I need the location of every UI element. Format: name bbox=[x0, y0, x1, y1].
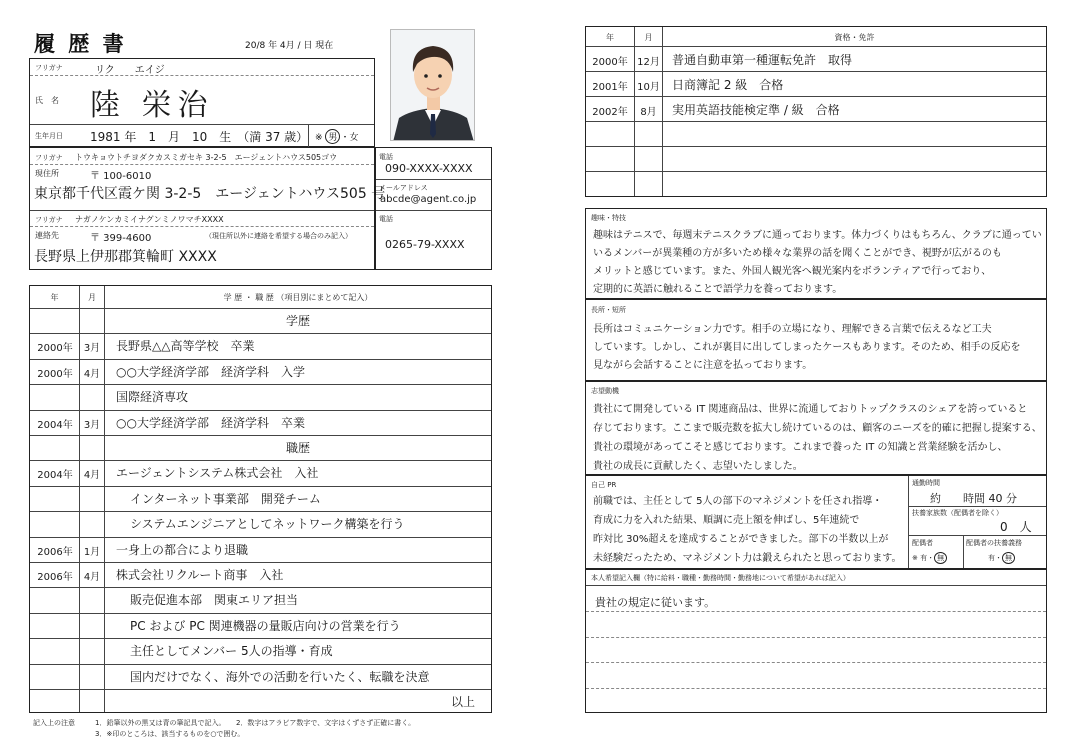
pr-line: 育成に力を入れた結果、順調に売上額を伸ばし、5年連続で bbox=[593, 515, 860, 526]
license-row-year: 2001年 bbox=[592, 82, 628, 93]
motivation-line: 貴社の環境があってこそと感じております。これまで養った IT の知識と営業経験を活かし、 bbox=[593, 442, 1008, 453]
history-row-text: 学歴 bbox=[285, 314, 310, 328]
postal-code: 〒 100-6010 bbox=[90, 171, 152, 182]
spouse-options: ※ 有・ bbox=[912, 554, 935, 562]
history-row-year: 2006年 bbox=[37, 572, 73, 583]
strengths-line: 見ながら会話することに注意を払っております。 bbox=[593, 360, 813, 371]
applicant-name: 陸 栄治 bbox=[90, 88, 214, 123]
spouse-label: 配偶者 bbox=[912, 539, 933, 547]
sex-female: ・女 bbox=[340, 133, 359, 143]
history-row-line bbox=[30, 562, 491, 563]
history-row-year: 2000年 bbox=[37, 343, 73, 355]
birth-value: 1981 年 1 月 10 生 （満 37 歳） bbox=[90, 130, 309, 144]
history-row-text: システムエンジニアとしてネットワーク構築を行う bbox=[130, 517, 405, 532]
wishes-label: 本人希望記入欄（特に給料・職種・勤務時間・勤務地について希望があれば記入） bbox=[591, 574, 850, 582]
history-row-text: 販売促進本部 関東エリア担当 bbox=[130, 593, 299, 608]
license-row-month: 12月 bbox=[637, 57, 660, 68]
history-row-line bbox=[30, 511, 491, 512]
motivation-label: 志望動機 bbox=[591, 387, 619, 395]
name-label: 氏 名 bbox=[35, 96, 59, 105]
history-row-month: 4月 bbox=[83, 470, 101, 482]
notes-label: 記入上の注意 bbox=[33, 719, 75, 727]
hobby-label: 趣味・特技 bbox=[591, 214, 626, 222]
history-row-line bbox=[30, 384, 491, 385]
license-row-line bbox=[586, 46, 1046, 47]
motivation-line: 貴社にて開発している IT 関連商品は、世界に流通しておりトップクラスのシェアを誇っていると bbox=[593, 404, 1028, 415]
history-row-line bbox=[30, 333, 491, 334]
history-row-month: 4月 bbox=[83, 572, 101, 583]
history-row-text: ○○大学経済学部 経済学科 卒業 bbox=[116, 415, 305, 430]
contact-label: 連絡先 bbox=[35, 231, 59, 240]
history-row-line bbox=[30, 435, 491, 436]
spouse-duty-options: 有・ bbox=[988, 554, 1002, 562]
sex-male: 男 bbox=[325, 129, 340, 144]
license-row-month: 10月 bbox=[637, 82, 660, 93]
history-row-text: PC および PC 関連機器の量販店向けの営業を行う bbox=[130, 618, 401, 633]
history-row-text: 国際経済専攻 bbox=[116, 390, 189, 405]
date-line: 20/8 年 4月 / 日 現在 bbox=[245, 41, 334, 51]
addr-furigana: トウキョウトチヨダクカスミガセキ 3-2-5 エージェントハウス505ゴウ bbox=[75, 153, 338, 162]
strengths-line: しています。しかし、これが裏目に出してしまったケースもあります。そのため、相手の反応を bbox=[593, 342, 1021, 353]
license-row-text: 実用英語技能検定準 / 級 合格 bbox=[672, 103, 840, 117]
commute-label: 通勤時間 bbox=[912, 479, 940, 487]
history-row-line bbox=[30, 638, 491, 639]
license-row-line bbox=[586, 71, 1046, 72]
spouse-selected: 無 bbox=[934, 552, 947, 564]
notes-line-1: 1．鉛筆以外の黒又は青の筆記具で記入。 2．数字はアラビア数字で、文字はくずさず正確に書く。 bbox=[95, 719, 416, 727]
history-row-year: 2004年 bbox=[37, 470, 73, 482]
furigana-name: リク エイジ bbox=[95, 65, 165, 76]
history-row-line bbox=[30, 460, 491, 461]
license-row-year: 2002年 bbox=[592, 107, 628, 118]
spouse-duty-selected: 無 bbox=[1002, 552, 1015, 564]
license-row-line bbox=[586, 171, 1046, 172]
strengths-line: 長所はコミュニケーション力です。相手の立場になり、理解できる言葉で伝えるなど工夫 bbox=[593, 324, 992, 335]
commute-value: 約 時間 40 分 bbox=[930, 492, 1017, 505]
history-row-year: 2004年 bbox=[37, 419, 73, 431]
strengths-label: 長所・短所 bbox=[591, 306, 626, 314]
license-col-month: 月 bbox=[644, 33, 653, 42]
hobby-line: 趣味はテニスで、毎週末テニスクラブに通っております。体力づくりはもちろん、クラブに通ってい bbox=[593, 230, 1042, 241]
contact-phone-label: 電話 bbox=[379, 215, 393, 223]
history-row-line bbox=[30, 359, 491, 360]
addr-furigana-label: フリガナ bbox=[35, 154, 63, 162]
license-row-text: 日商簿記 2 級 合格 bbox=[672, 78, 784, 92]
history-row-text: インターネット事業部 開発チーム bbox=[130, 491, 321, 506]
home-address: 東京都千代区霞ケ関 3-2-5 エージェントハウス505 号 bbox=[34, 186, 386, 202]
history-row-line bbox=[30, 664, 491, 665]
history-row-text: 長野県△△高等学校 卒業 bbox=[116, 339, 255, 354]
wishes-box bbox=[585, 569, 1047, 713]
history-row-month: 1月 bbox=[83, 546, 101, 558]
contact-address: 長野県上伊那郡箕輪町 XXXX bbox=[34, 249, 217, 265]
history-row-text: 職歴 bbox=[285, 441, 310, 455]
history-row-text: ○○大学経済学部 経済学科 入学 bbox=[116, 364, 305, 379]
applicant-photo bbox=[390, 29, 475, 141]
history-row-year: 2000年 bbox=[37, 368, 73, 380]
phone-label: 電話 bbox=[379, 153, 393, 161]
license-row-text: 普通自動車第一種運転免許 取得 bbox=[672, 53, 853, 67]
spouse-duty-value bbox=[988, 552, 1015, 564]
spouse-duty-label: 配偶者の扶養義務 bbox=[966, 539, 1022, 547]
history-row-year: 2006年 bbox=[37, 546, 73, 558]
history-row-text: エージェントシステム株式会社 入社 bbox=[116, 466, 319, 481]
history-row-line bbox=[30, 308, 491, 309]
motivation-line: 貴社の成長に貢献したく、志望いたしました。 bbox=[593, 461, 803, 472]
phone-value: 090-XXXX-XXXX bbox=[385, 162, 473, 175]
dependents-label: 扶養家族数（配偶者を除く） bbox=[912, 509, 1003, 517]
contact-postal: 〒 399-4600 bbox=[90, 233, 152, 244]
history-row-month: 3月 bbox=[83, 343, 101, 355]
history-col-month: 月 bbox=[88, 293, 96, 302]
birth-label: 生年月日 bbox=[35, 132, 63, 140]
pr-line: 未経験だったため、マネジメント力は鍛えられたと思っております。 bbox=[593, 553, 902, 564]
contact-phone-value: 0265-79-XXXX bbox=[385, 238, 465, 251]
resume-title: 履 歴 書 bbox=[34, 32, 127, 56]
history-row-text: 国内だけでなく、海外での活動を行いたく、転職を決意 bbox=[130, 669, 430, 684]
pr-label: 自己 PR bbox=[591, 481, 617, 489]
history-col-year: 年 bbox=[50, 293, 59, 302]
history-row-month: 4月 bbox=[83, 368, 101, 380]
history-row-line bbox=[30, 613, 491, 614]
wishes-text: 貴社の規定に従います。 bbox=[595, 596, 716, 609]
addr-label: 現住所 bbox=[35, 169, 59, 178]
history-row-line bbox=[30, 587, 491, 588]
dependents-value: 0 人 bbox=[1000, 520, 1032, 534]
history-row-text: 一身上の都合により退職 bbox=[116, 542, 249, 557]
hobby-line: メリットと感じています。また、外国人観光客へ観光案内をボランティアで行っており、 bbox=[593, 266, 992, 277]
hobby-line: いるメンバーが異業種の方が多いため様々な業界の話を聞くことができ、視野が広がるのも bbox=[593, 248, 1002, 259]
license-col-content: 資格・免許 bbox=[834, 33, 875, 42]
license-row-year: 2000年 bbox=[592, 57, 628, 68]
history-row-month: 3月 bbox=[83, 419, 101, 431]
notes-line-2: 3．※印のところは、該当するものを○で囲む。 bbox=[95, 730, 245, 738]
license-row-line bbox=[586, 121, 1046, 122]
contact-furigana-label: フリガナ bbox=[35, 216, 63, 224]
hobby-line: 定期的に英語に触れることで語学力を養っております。 bbox=[593, 284, 843, 295]
history-row-line bbox=[30, 689, 491, 690]
license-col-year: 年 bbox=[606, 33, 614, 42]
history-row-text: 主任としてメンバー 5人の指導・育成 bbox=[130, 644, 333, 659]
license-row-line bbox=[586, 96, 1046, 97]
spouse-value bbox=[912, 552, 947, 564]
contact-note: （現住所以外に連絡を希望する場合のみ記入） bbox=[205, 232, 352, 240]
history-row-line bbox=[30, 537, 491, 538]
pr-line: 昨対比 30%超えを達成することができました。部下の半数以上が bbox=[593, 534, 889, 545]
history-row-text: 株式会社リクルート商事 入社 bbox=[116, 568, 284, 582]
email-value: abcde@agent.co.jp bbox=[380, 194, 477, 205]
furigana-label: フリガナ bbox=[35, 64, 63, 72]
license-row-month: 8月 bbox=[640, 107, 657, 118]
contact-furigana: ナガノケンカミイナグンミノワマチXXXX bbox=[75, 215, 224, 224]
motivation-line: 存じております。ここまで販売数を拡大し続けているのは、顧客のニーズを的確に把握し提案する、 bbox=[593, 423, 1042, 434]
pr-line: 前職では、主任として 5人の部下のマネジメントを任され指導・ bbox=[593, 496, 883, 507]
history-row-line bbox=[30, 410, 491, 411]
history-row-line bbox=[30, 486, 491, 487]
license-row-line bbox=[586, 146, 1046, 147]
email-label: メールアドレス bbox=[379, 184, 428, 192]
sex-field bbox=[315, 129, 358, 144]
history-col-content: 学 歴 ・ 職 歴 （項目別にまとめて記入） bbox=[223, 293, 373, 302]
sex-prefix: ※ bbox=[315, 133, 323, 143]
history-row-text: 以上 bbox=[450, 695, 475, 709]
